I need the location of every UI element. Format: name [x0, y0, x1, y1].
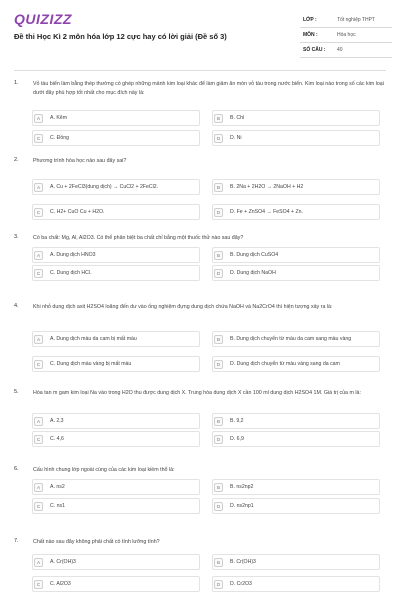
question-number: 5.	[14, 389, 19, 395]
question-number: 3.	[14, 234, 19, 240]
option-text: B. ns2np2	[230, 484, 254, 490]
option-text: B. 9,2	[230, 418, 244, 424]
option-text: A. Dung dịch màu da cam bị mất màu	[50, 336, 137, 342]
answer-option-d[interactable]	[214, 502, 378, 511]
answer-option-c[interactable]	[34, 435, 198, 444]
option-letter-badge: A	[34, 335, 43, 344]
answer-option-b[interactable]	[214, 251, 378, 260]
question-number: 1.	[14, 80, 19, 86]
answer-option-d[interactable]	[214, 134, 378, 143]
option-text: A. Kẽm	[50, 115, 68, 121]
worksheet-header	[0, 0, 400, 62]
option-letter-badge: D	[214, 580, 223, 589]
quizizz-logo: QUIZIZZ	[14, 11, 72, 27]
question-text: Có ba chất: Mg, Al, Al2O3. Có thể phân biệt ba chất chỉ bằng một thuốc thử nào sau đây?	[33, 235, 244, 241]
option-text: D. Dung dịch NaOH	[230, 270, 276, 276]
option-letter-badge: B	[214, 483, 223, 492]
meta-row-grade	[300, 13, 392, 28]
answer-option-a[interactable]	[34, 114, 198, 123]
option-letter-badge: B	[214, 417, 223, 426]
answer-option-a[interactable]	[34, 483, 198, 492]
option-text: B. Chì	[230, 115, 245, 121]
option-letter-badge: D	[214, 269, 223, 278]
option-text: C. Đồng	[50, 135, 70, 141]
option-letter-badge: A	[34, 114, 43, 123]
option-text: B. Dung dịch chuyển từ màu da cam sang màu vàng	[230, 336, 352, 342]
answer-option-d[interactable]	[214, 360, 378, 369]
option-text: B. Cr(OH)3	[230, 559, 256, 565]
answer-option-d[interactable]	[214, 269, 378, 278]
question-text: Hòa tan m gam kim loại Na vào trong H2O thu được dung dịch X. Trung hòa dung dịch X cần 100 ml dung dịch H2SO4 1M. Giá trị của m là:	[33, 390, 361, 396]
option-letter-badge: C	[34, 502, 43, 511]
answer-option-c[interactable]	[34, 360, 198, 369]
option-text: C. Dung dịch HCl.	[50, 270, 92, 276]
option-text: D. Cr2O3	[230, 581, 252, 587]
option-letter-badge: D	[214, 502, 223, 511]
option-text: A. ns2	[50, 484, 65, 490]
option-text: B. 2Na + 2H2O → 2NaOH + H2	[230, 184, 304, 190]
header-divider	[14, 70, 386, 71]
option-text: D. ns2np1	[230, 503, 254, 509]
answer-option-c[interactable]	[34, 134, 198, 143]
answer-option-b[interactable]	[214, 114, 378, 123]
meta-table	[300, 13, 392, 58]
option-text: B. Dung dịch CuSO4	[230, 252, 279, 258]
option-text: A. Cr(OH)3	[50, 559, 76, 565]
question-number: 7.	[14, 538, 19, 544]
option-letter-badge: D	[214, 360, 223, 369]
meta-value: Tốt nghiệp THPT	[337, 17, 375, 23]
answer-option-a[interactable]	[34, 251, 198, 260]
option-letter-badge: B	[214, 335, 223, 344]
option-letter-badge: D	[214, 134, 223, 143]
option-letter-badge: D	[214, 435, 223, 444]
option-text: C. ns1	[50, 503, 65, 509]
question-number: 2.	[14, 157, 19, 163]
answer-option-c[interactable]	[34, 580, 198, 589]
answer-option-b[interactable]	[214, 558, 378, 567]
answer-option-d[interactable]	[214, 435, 378, 444]
option-letter-badge: C	[34, 208, 43, 217]
option-text: A. Dung dịch HNO3	[50, 252, 96, 258]
option-text: C. 4,6	[50, 436, 64, 442]
meta-row-subject	[300, 28, 392, 43]
option-letter-badge: C	[34, 134, 43, 143]
option-letter-badge: C	[34, 360, 43, 369]
answer-option-c[interactable]	[34, 502, 198, 511]
meta-value: 40	[337, 47, 343, 53]
meta-key: SỐ CÂU :	[303, 47, 326, 53]
meta-value: Hóa học	[337, 32, 356, 38]
option-text: C. H2+ CuO Cu + H2O.	[50, 209, 105, 215]
option-text: D. Ni	[230, 135, 242, 141]
option-letter-badge: B	[214, 558, 223, 567]
option-letter-badge: B	[214, 114, 223, 123]
option-letter-badge: A	[34, 417, 43, 426]
answer-option-d[interactable]	[214, 580, 378, 589]
answer-option-b[interactable]	[214, 335, 378, 344]
page-title: Đề thi Học Kì 2 môn hóa lớp 12 cực hay có lời giải (Đề số 3)	[14, 32, 227, 41]
option-letter-badge: B	[214, 251, 223, 260]
meta-key: LỚP :	[303, 17, 317, 23]
question-number: 6.	[14, 466, 19, 472]
option-letter-badge: B	[214, 183, 223, 192]
option-letter-badge: D	[214, 208, 223, 217]
answer-option-b[interactable]	[214, 183, 378, 192]
question-text: Chất nào sau đây không phải chất có tính lưỡng tính?	[33, 539, 160, 545]
option-text: D. Fe + ZnSO4 → FeSO4 + Zn.	[230, 209, 303, 215]
option-letter-badge: A	[34, 183, 43, 192]
question-text: Phương trình hóa học nào sau đây sai?	[33, 158, 127, 164]
option-text: A. 2,3	[50, 418, 64, 424]
answer-option-b[interactable]	[214, 417, 378, 426]
answer-option-b[interactable]	[214, 483, 378, 492]
question-text: Vỏ tàu biển làm bằng thép thường có ghép những mảnh kim loại khác để làm giảm ăn mòn vỏ tàu trong nước biển. Kim loại nào trong số các kim loại dưới đây phù hợp tốt nhất cho mục đích này là:	[33, 81, 384, 96]
meta-row-count	[300, 43, 392, 58]
option-letter-badge: A	[34, 483, 43, 492]
option-letter-badge: C	[34, 435, 43, 444]
option-letter-badge: C	[34, 580, 43, 589]
question-text: Cấu hình chung lớp ngoài cùng của các kim loại kiềm thổ là:	[33, 467, 175, 473]
option-text: A. Cu + 2FeCl3(dung dịch) → CuCl2 + 2FeCl2.	[50, 184, 159, 190]
answer-option-a[interactable]	[34, 335, 198, 344]
option-text: C. Dung dịch màu vàng bị mất màu	[50, 361, 132, 367]
option-letter-badge: A	[34, 251, 43, 260]
answer-option-c[interactable]	[34, 208, 198, 217]
answer-option-a[interactable]	[34, 183, 198, 192]
answer-option-d[interactable]	[214, 208, 378, 217]
option-letter-badge: C	[34, 269, 43, 278]
question-text: Khi nhỏ dung dịch axit H2SO4 loãng đến dư vào ống nghiệm đựng dung dịch chứa NaOH và Na2CrO4 thì hiện tượng xảy ra là:	[33, 304, 333, 310]
question-number: 4.	[14, 303, 19, 309]
answer-option-a[interactable]	[34, 417, 198, 426]
answer-option-a[interactable]	[34, 558, 198, 567]
answer-option-c[interactable]	[34, 269, 198, 278]
option-text: D. 6,9	[230, 436, 244, 442]
option-text: C. Al2O3	[50, 581, 71, 587]
option-text: D. Dung dịch chuyển từ màu vàng sang da cam	[230, 361, 340, 367]
meta-key: MÔN :	[303, 32, 318, 38]
option-letter-badge: A	[34, 558, 43, 567]
